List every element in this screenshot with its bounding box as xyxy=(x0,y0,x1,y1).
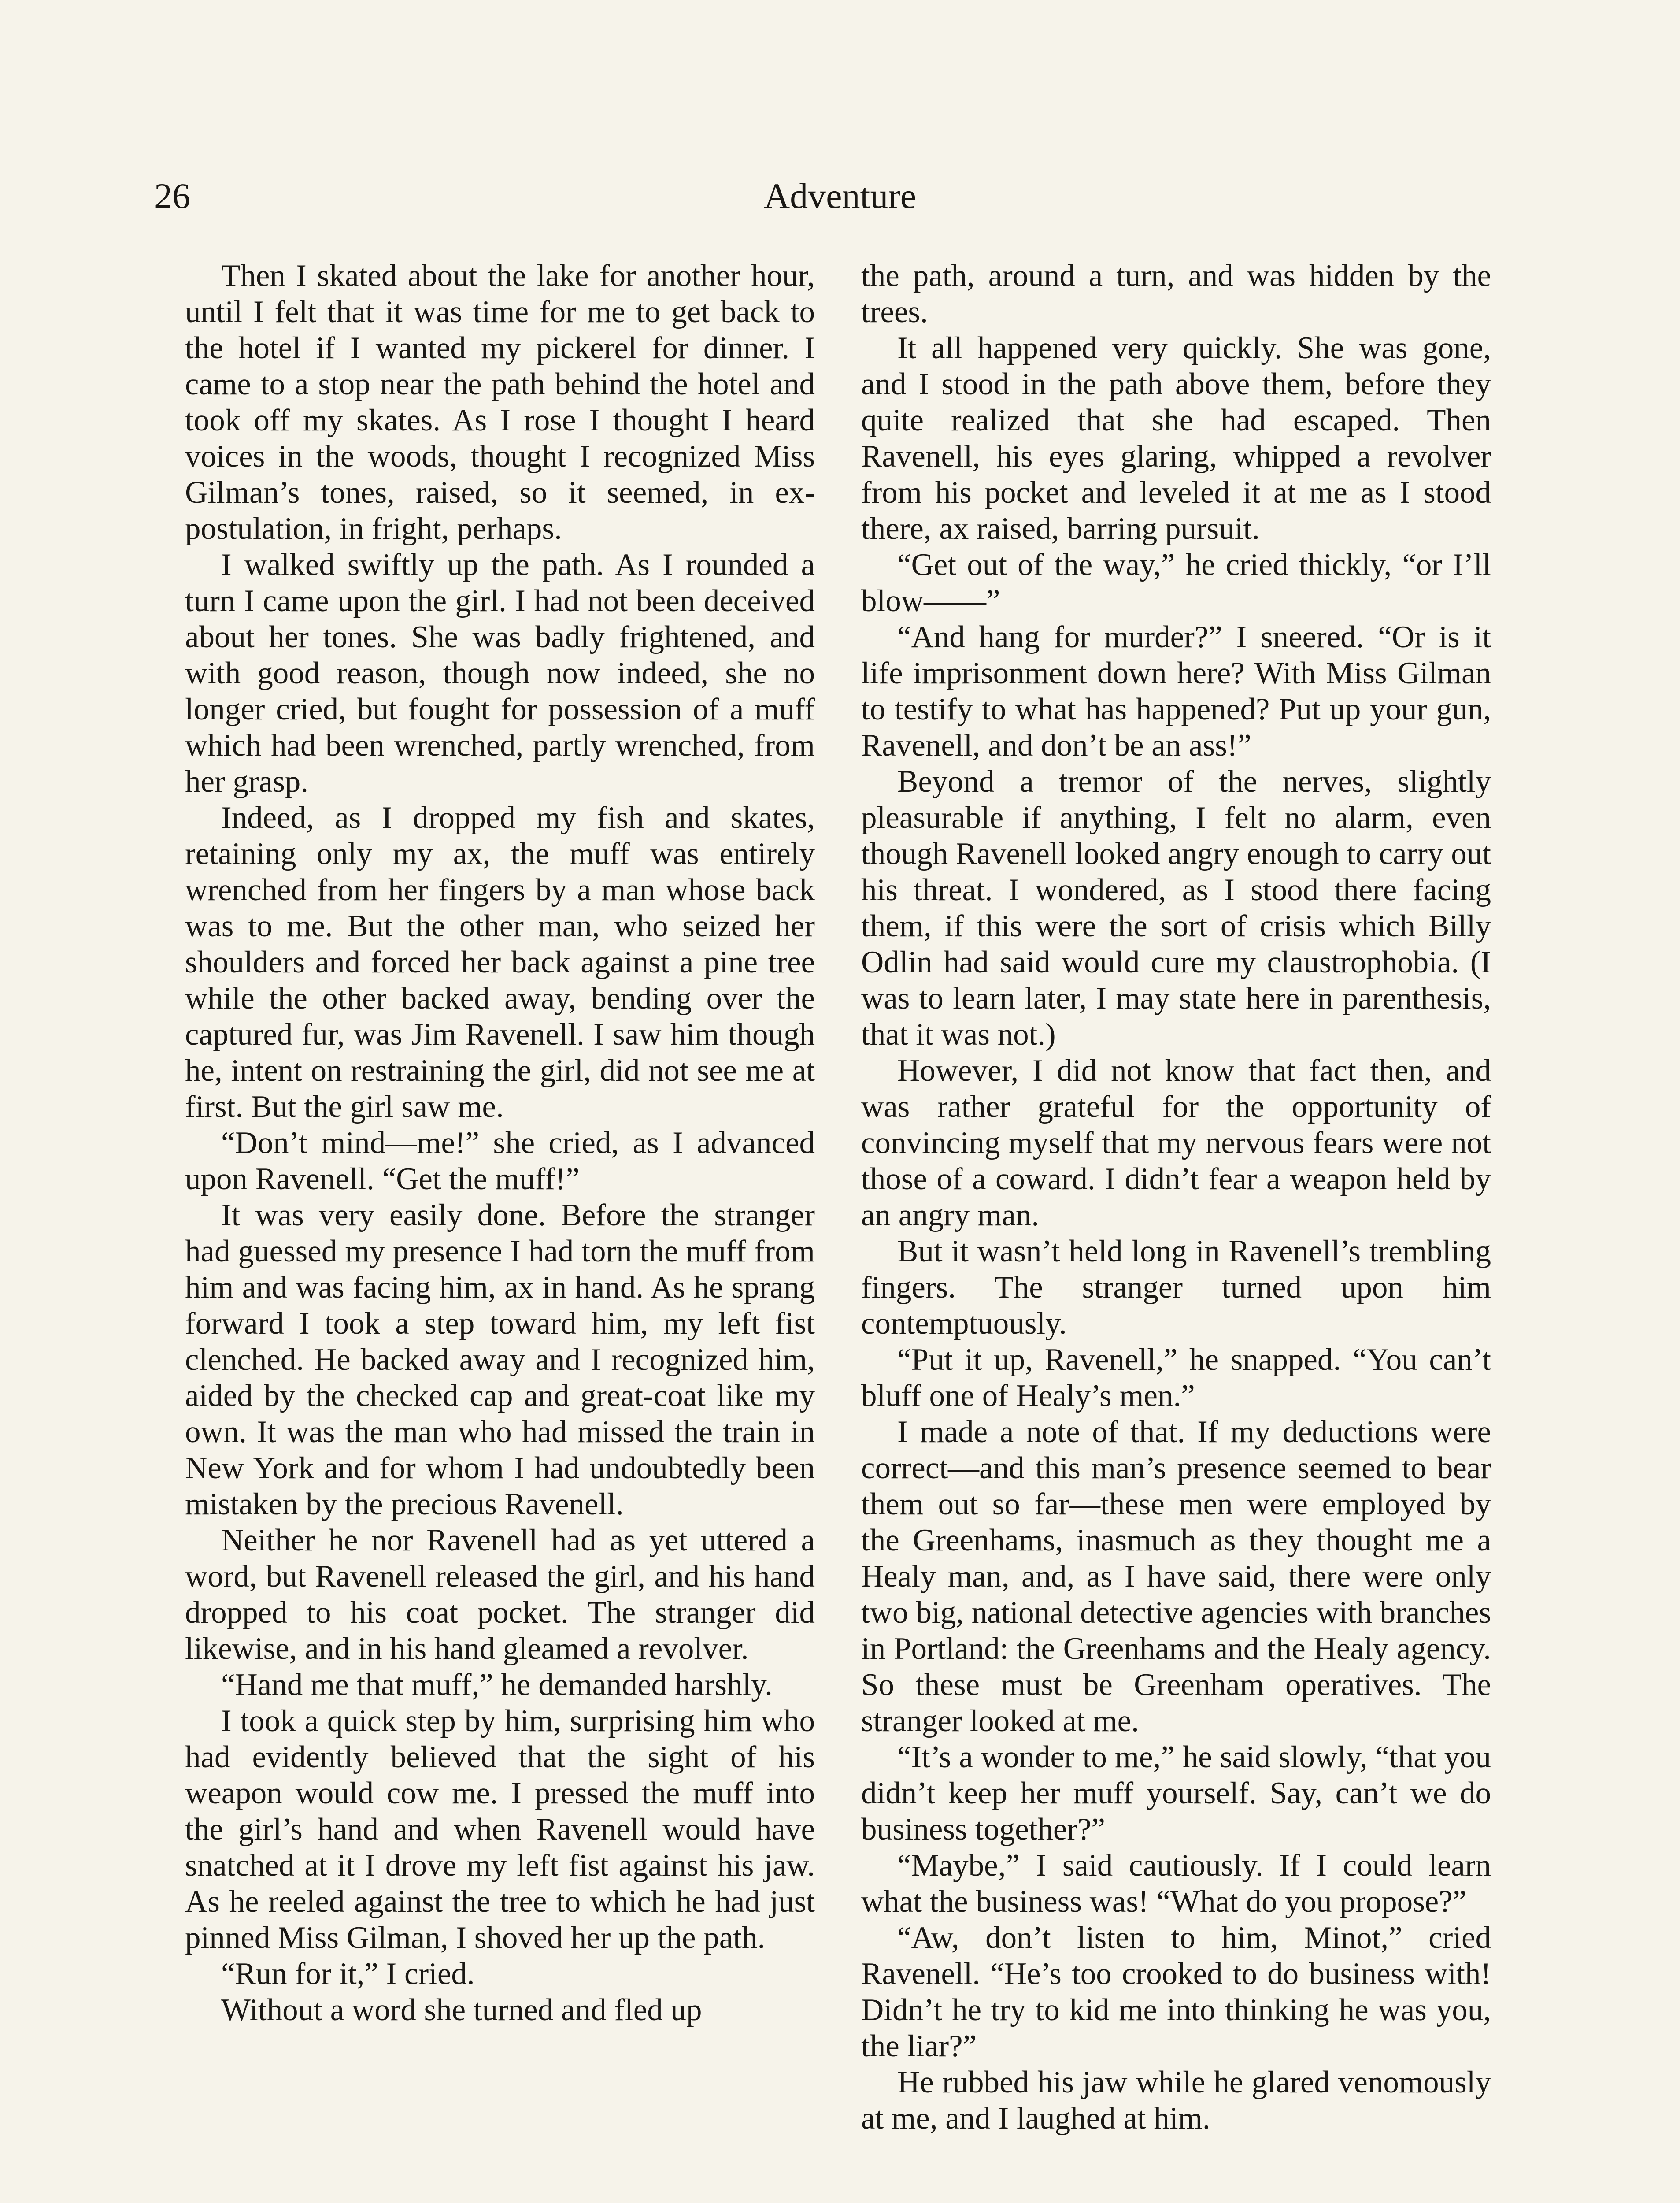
paragraph: “And hang for murder?” I sneered. “Or is it life imprisonment down here? With Miss Gilman to testify to what has happened? Put up your gun, Ravenell, and don’t be an ass!” xyxy=(861,620,1491,763)
paragraph: I made a note of that. If my deductions were correct—and this man’s presence seemed to bear them out so far—these men were employed by the Greenhams, inasmuch as they thought me a Healy man, and, as I have said, there were only two big, national detective agencies with branches in Portland: the Greenhams and the Healy agency. So these must be Greenham operatives. The stranger looked at me. xyxy=(861,1415,1491,1738)
page-number: 26 xyxy=(154,176,190,216)
paragraph-continuation: the path, around a turn, and was hidden by the trees. xyxy=(861,259,1491,329)
paragraph: “It’s a wonder to me,” he said slowly, “that you didn’t keep her muff yourself. Say, can’t we do business together?” xyxy=(861,1740,1491,1847)
paragraph: It was very easily done. Before the stranger had guessed my presence I had torn the muff from him and was facing him, ax in hand. As he sprang forward I took a step toward him, my left fist clenched. He backed away and I recognized him, aided by the checked cap and great-coat like my own. It was the man who had missed the train in New York and for whom I had undoubtedly been mistaken by the precious Ravenell. xyxy=(185,1198,815,1521)
running-title: Adventure xyxy=(763,176,917,216)
paragraph: “Maybe,” I said cautiously. If I could learn what the business was! “What do you propose?” xyxy=(861,1848,1491,1919)
paragraph: “Hand me that muff,” he demanded harshly. xyxy=(221,1668,773,1702)
paragraph: Beyond a tremor of the nerves, slightly pleasurable if anything, I felt no alarm, even though Ravenell looked angry enough to carry out his threat. I wondered, as I stood there facing them, if this were the sort of crisis which Billy Odlin had said would cure my claustrophobia. (I was to learn later, I may state here in parenthesis, that it was not.) xyxy=(861,764,1491,1052)
paragraph: Without a word she turned and fled up xyxy=(221,1993,702,2027)
paragraph: Then I skated about the lake for another hour, until I felt that it was time for me to get back to the hotel if I wanted my pickerel for dinner. I came to a stop near the path behind the hotel and took off my skates. As I rose I thought I heard voices in the woods, thought I recognized Miss Gilman’s tones, raised, so it seemed, in expostulation, in fright, perhaps. xyxy=(185,259,815,546)
paragraph: Indeed, as I dropped my fish and skates, retaining only my ax, the muff was entirely wrenched from her fingers by a man whose back was to me. But the other man, who seized her shoulders and forced her back against a pine tree while the other backed away, bending over the captured fur, was Jim Ravenell. I saw him though he, intent on restraining the girl, did not see me at first. But the girl saw me. xyxy=(185,801,815,1124)
paragraph: “Don’t mind—me!” she cried, as I advanced upon Ravenell. “Get the muff!” xyxy=(185,1126,815,1196)
paragraph: I took a quick step by him, surprising him who had evidently believed that the sight of his weapon would cow me. I pressed the muff into the girl’s hand and when Ravenell would have snatched at it I drove my left fist against his jaw. As he reeled against the tree to which he had just pinned Miss Gilman, I shoved her up the path. xyxy=(185,1704,815,1955)
paragraph: “Aw, don’t listen to him, Minot,” cried Ravenell. “He’s too crooked to do business with! Didn’t he try to kid me into thinking he was you, the liar?” xyxy=(861,1921,1491,2063)
paragraph: He rubbed his jaw while he glared venomously at me, and I laughed at him. xyxy=(861,2065,1491,2136)
paragraph: “Put it up, Ravenell,” he snapped. “You can’t bluff one of Healy’s men.” xyxy=(861,1343,1491,1413)
left-column xyxy=(185,258,815,2028)
paragraph: But it wasn’t held long in Ravenell’s trembling fingers. The stranger turned upon him contemptuously. xyxy=(861,1234,1491,1341)
paragraph: “Get out of the way,” he cried thickly, “or I’ll blow——” xyxy=(861,548,1491,618)
paragraph: It all happened very quickly. She was gone, and I stood in the path above them, before they quite realized that she had escaped. Then Ravenell, his eyes glaring, whipped a revolver from his pocket and leveled it at me as I stood there, ax raised, barring pursuit. xyxy=(861,331,1491,546)
paragraph: I walked swiftly up the path. As I rounded a turn I came upon the girl. I had not been deceived about her tones. She was badly frightened, and with good reason, though now indeed, she no longer cried, but fought for possession of a muff which had been wrenched, partly wrenched, from her grasp. xyxy=(185,548,815,799)
page-header xyxy=(154,170,1526,223)
paragraph: However, I did not know that fact then, and was rather grateful for the opportunity of convincing myself that my nervous fears were not those of a coward. I didn’t fear a weapon held by an angry man. xyxy=(861,1053,1491,1232)
paragraph: Neither he nor Ravenell had as yet uttered a word, but Ravenell released the girl, and his hand dropped to his coat pocket. The stranger did likewise, and in his hand gleamed a revolver. xyxy=(185,1523,815,1666)
right-column xyxy=(861,258,1491,2136)
paragraph: “Run for it,” I cried. xyxy=(221,1957,475,1991)
